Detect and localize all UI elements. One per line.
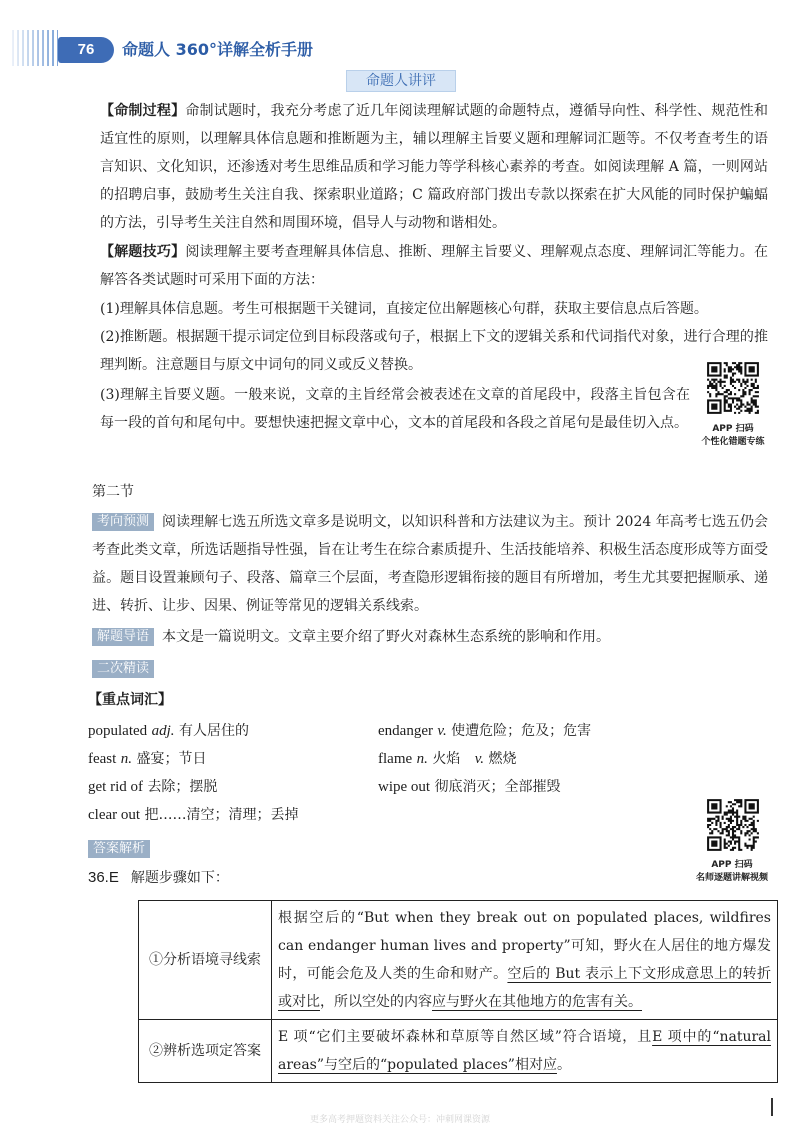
vocab-word: clear out	[88, 807, 141, 823]
guide-label: 解题导语	[92, 628, 154, 646]
vocab-pos: n.	[416, 751, 428, 767]
page-margin-mark	[771, 1098, 773, 1116]
vocab-item	[88, 745, 206, 773]
forecast-paragraph	[92, 508, 768, 620]
detail-segment: 。	[556, 1057, 571, 1073]
forecast-text: 阅读理解七选五所选文章多是说明文，以知识科普和方法建议为主。预计 2024 年高考七选五仍会考查此类文章，所选话题指导性强，旨在让考生在综合素质提升、生活技能培养、积极生活态度形成等方面受益。题目设置兼顾句子、段落、篇章三个层面，考查隐形逻辑衔接的题目有所增加，考生尤其要把握顺承、递进、转折、让步、因果、例证等常见的逻辑关系线索。	[92, 514, 768, 614]
vocab-word: endanger	[378, 723, 433, 739]
detail-segment: 根据空后的“But when they break out on populated places, wildfires can endanger human lives and property”可知，野火在人居住的地方爆发时，可能会危及人类的生命和财产。	[278, 910, 771, 982]
table-row	[139, 901, 778, 1020]
guide-paragraph	[92, 623, 768, 651]
vocab-word: wipe out	[378, 779, 431, 795]
process-text: 命制试题时，我充分考虑了近几年阅读理解试题的命题特点，遵循导向性、科学性、规范性和适宜性的原则，以理解具体信息题和推断题为主，辅以理解主旨要义题和理解词汇题等。不仅考查考生的语言知识、文化知识，还渗透对考生思维品质和学习能力等学科核心素养的考查。如阅读理解 A 篇，一则网站的招聘启事，鼓励考生关注自我、探索职业道路；C 篇政府部门拨出专款以探索在扩大风能的同时保护蝙蝠的方法，引导考生关注自然和周围环境，倡导人与动物和谐相处。	[100, 103, 769, 231]
qr-caption-line-1: APP 扫码	[711, 860, 753, 870]
qr-caption-line-2: 个性化错题专练	[701, 437, 765, 447]
vocab-item	[378, 745, 517, 773]
tips-tag: 【解题技巧】	[100, 244, 186, 260]
vocab-item	[88, 801, 299, 829]
reread-label: 二次精读	[92, 660, 154, 678]
vocab-item	[88, 717, 249, 745]
tips-paragraph	[100, 238, 768, 294]
page-number: 76	[58, 37, 114, 63]
qr-code	[705, 360, 761, 416]
detail-segment: 应与野火在其他地方的危害有关。	[432, 994, 642, 1010]
tips-item-2: (2)推断题。根据题干提示词定位到目标段落或句子，根据上下文的逻辑关系和代词指代对象，进行合理的推理判断。注意题目与原文中词句的同义或反义替换。	[100, 329, 768, 373]
vocab-heading: 【重点词汇】	[88, 692, 172, 708]
process-tag: 【命制过程】	[100, 103, 186, 119]
step-detail	[272, 901, 778, 1020]
detail-segment: ，所以空处的内容	[320, 994, 432, 1010]
vocab-meaning: 去除；摆脱	[147, 779, 218, 795]
header-stripe-decoration	[12, 30, 58, 66]
vocab-word: get rid of	[88, 779, 143, 795]
vocab-item	[378, 773, 561, 801]
vocab-meaning-2: 燃烧	[488, 751, 517, 767]
vocab-meaning: 使遭危险；危及；危害	[451, 723, 592, 739]
vocab-item	[378, 717, 591, 745]
qr-caption-line-1: APP 扫码	[712, 424, 754, 434]
vocab-meaning: 盛宴；节日	[136, 751, 207, 767]
answer-intro: 解题步骤如下：	[130, 870, 229, 886]
vocab-pos: n.	[120, 751, 133, 767]
vocab-item	[88, 773, 217, 801]
detail-segment: 空后的 But 表示上下文形成意思上的转折或对比	[278, 966, 771, 1010]
tips-item-3: (3)理解主旨要义题。一般来说，文章的主旨经常会被表述在文章的首尾段中，段落主旨包含在每一段的首句和尾句中。要想快速把握文章中心，文本的首尾段和各段之首尾句是最佳切入点。	[100, 387, 690, 431]
vocab-pos: v.	[437, 723, 447, 739]
answer-label-row	[88, 839, 158, 858]
vocab-pos-2: v.	[474, 751, 485, 767]
answer-line	[88, 864, 229, 892]
qr-caption	[690, 859, 774, 885]
answer-number: 36.E	[88, 869, 119, 886]
vocab-meaning: 彻底消灭；全部摧毁	[434, 779, 561, 795]
vocab-meaning: 火焰	[432, 751, 461, 767]
review-section-label: 命题人讲评	[346, 70, 456, 92]
vocab-pos: adj.	[151, 723, 175, 739]
tips-item-1: (1)理解具体信息题。考生可根据题干关键词，直接定位出解题核心句群，获取主要信息点后答题。	[100, 301, 708, 317]
vocab-word: feast	[88, 751, 117, 767]
detail-segment: E 项“它们主要破坏森林和草原等自然区域”符合语境，且	[278, 1029, 653, 1045]
vocab-meaning: 把……清空；清理；丢掉	[144, 807, 299, 823]
step-title: ②辨析选项定答案	[139, 1020, 272, 1083]
answer-label: 答案解析	[88, 840, 150, 858]
step-title: ①分析语境寻线索	[139, 901, 272, 1020]
step-detail	[272, 1020, 778, 1083]
reread-label-row	[92, 659, 162, 678]
book-title: 命题人 360°详解全析手册	[122, 40, 313, 59]
detail-segment: E 项中的“natural areas”	[278, 1029, 771, 1073]
vocab-word: populated	[88, 723, 148, 739]
qr-caption	[691, 423, 775, 449]
qr-code	[705, 797, 761, 853]
process-paragraph	[100, 97, 768, 237]
section-heading: 第二节	[92, 484, 134, 500]
forecast-label: 考向预测	[92, 513, 154, 531]
detail-segment: 与空后的“populated places”相对应	[324, 1057, 557, 1073]
tips-text: 阅读理解主要考查理解具体信息、推断、理解主旨要义、理解观点态度、理解词汇等能力。在解答各类试题时可采用下面的方法：	[100, 244, 769, 288]
footer-watermark: 更多高考押题资料关注公众号：冲刺网课资源	[309, 1115, 490, 1125]
vocab-word: flame	[378, 751, 413, 767]
table-row	[139, 1020, 778, 1083]
solution-steps-table	[138, 900, 778, 1083]
guide-text: 本文是一篇说明文。文章主要介绍了野火对森林生态系统的影响和作用。	[162, 629, 611, 645]
qr-caption-line-2: 名师逐题讲解视频	[695, 873, 768, 883]
vocab-meaning: 有人居住的	[178, 723, 249, 739]
